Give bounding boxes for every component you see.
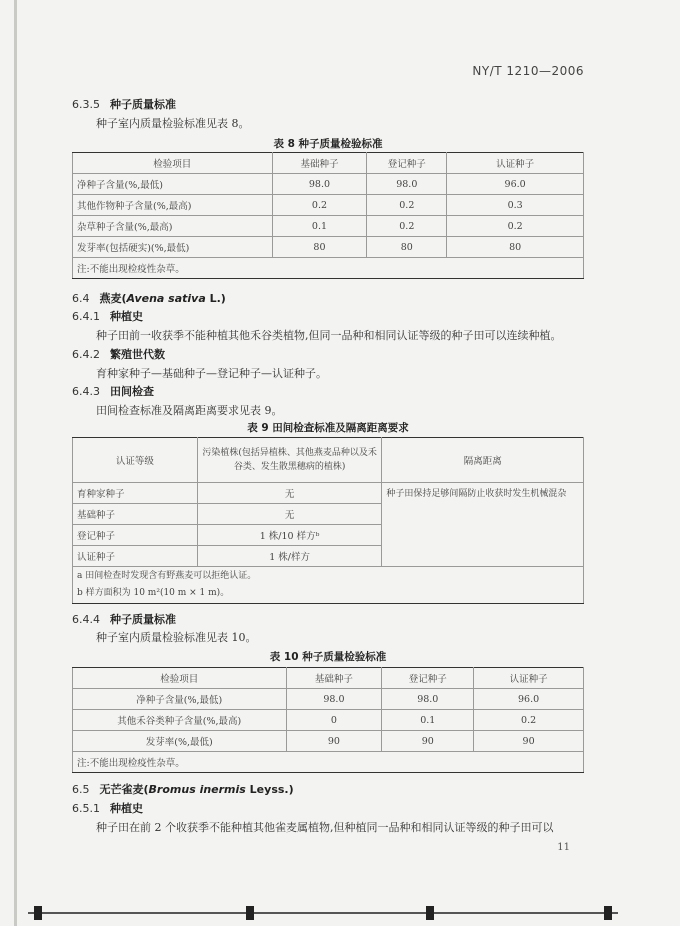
heading-6-5: 6.5 无芒雀麦(Bromus inermis Leyss.): [72, 783, 294, 796]
table9: [72, 437, 584, 604]
table-row: 其他禾谷类种子含量(%,最高) 0 0.1 0.2: [73, 710, 584, 731]
table8-header: 认证种子: [447, 153, 584, 174]
isolation-distance: 种子田保持足够间隔防止收获时发生机械混杂: [382, 483, 584, 567]
page-number: 11: [557, 842, 570, 853]
table8-header: 登记种子: [367, 153, 447, 174]
heading-6-4-3: 6.4.3 田间检查: [72, 385, 154, 398]
table10-note: 注:不能出现检疫性杂草。: [73, 752, 584, 773]
table8-caption: 表 8 种子质量检验标准: [273, 138, 383, 150]
table-row: 登记种子 1 株/10 样方ᵇ: [73, 525, 584, 546]
table10-header: 认证种子: [474, 668, 584, 689]
table8: [72, 152, 584, 279]
table-row: 基础种子 无: [73, 504, 584, 525]
table9-note-b: b 样方面积为 10 m²(10 m × 1 m)。: [77, 588, 230, 598]
heading-6-4-1: 6.4.1 种植史: [72, 310, 143, 323]
standard-code: NY/T 1210—2006: [472, 64, 584, 78]
table10-caption: 表 10 种子质量检验标准: [269, 651, 387, 663]
heading-6-3-5: 6.3.5 种子质量标准: [72, 98, 176, 111]
table10-header: 基础种子: [286, 668, 382, 689]
paragraph-6-4-3: 田间检查标准及隔离距离要求见表 9。: [96, 404, 283, 417]
table-row: 育种家种子 无 种子田保持足够间隔防止收获时发生机械混杂: [73, 483, 584, 504]
table9-header: 认证等级: [73, 438, 198, 483]
scan-bottom-edge: [28, 912, 618, 914]
table-row: 净种子含量(%,最低) 98.0 98.0 96.0: [73, 689, 584, 710]
heading-6-4: 6.4 燕麦(Avena sativa L.): [72, 292, 226, 305]
table10-header: 登记种子: [382, 668, 474, 689]
table-row: 其他作物种子含量(%,最高) 0.2 0.2 0.3: [73, 195, 584, 216]
paragraph-6-4-1: 种子田前一收获季不能种植其他禾谷类植物,但同一品种和相同认证等级的种子田可以连续种植。: [96, 329, 562, 342]
table9-note-a: a 田间检查时发现含有野燕麦可以拒绝认证。: [77, 571, 257, 581]
paragraph-6-4-2: 育种家种子—基础种子—登记种子—认证种子。: [96, 367, 327, 380]
table-row: 杂草种子含量(%,最高) 0.1 0.2 0.2: [73, 216, 584, 237]
scan-mark: [426, 906, 434, 920]
table9-header: 隔离距离: [382, 438, 584, 483]
paragraph-6-3-5: 种子室内质量检验标准见表 8。: [96, 117, 250, 130]
scan-mark: [604, 906, 612, 920]
table-row: 认证种子 1 株/样方: [73, 546, 584, 567]
table-row: 发芽率(%,最低) 90 90 90: [73, 731, 584, 752]
heading-6-4-2: 6.4.2 繁殖世代数: [72, 348, 165, 361]
scan-mark: [34, 906, 42, 920]
paragraph-6-5-1: 种子田在前 2 个收获季不能种植其他雀麦属植物,但种植同一品种和相同认证等级的种子田可以: [96, 821, 554, 834]
heading-6-4-4: 6.4.4 种子质量标准: [72, 613, 176, 626]
scan-mark: [246, 906, 254, 920]
table10-header: 检验项目: [73, 668, 287, 689]
table9-caption: 表 9 田间检查标准及隔离距离要求: [247, 422, 409, 434]
heading-6-5-1: 6.5.1 种植史: [72, 802, 143, 815]
table8-header: 基础种子: [272, 153, 367, 174]
page-edge: [14, 0, 17, 926]
table8-header: 检验项目: [73, 153, 273, 174]
table10: [72, 667, 584, 773]
table9-header: 污染植株(包括异植株、其他燕麦品种以及禾谷类、发生散黑穗病的植株): [197, 438, 382, 483]
table-row: 净种子含量(%,最低) 98.0 98.0 96.0: [73, 174, 584, 195]
paragraph-6-4-4: 种子室内质量检验标准见表 10。: [96, 631, 257, 644]
table8-note: 注:不能出现检疫性杂草。: [73, 258, 584, 279]
table-row: 发芽率(包括硬实)(%,最低) 80 80 80: [73, 237, 584, 258]
table9-notes: [73, 567, 584, 604]
